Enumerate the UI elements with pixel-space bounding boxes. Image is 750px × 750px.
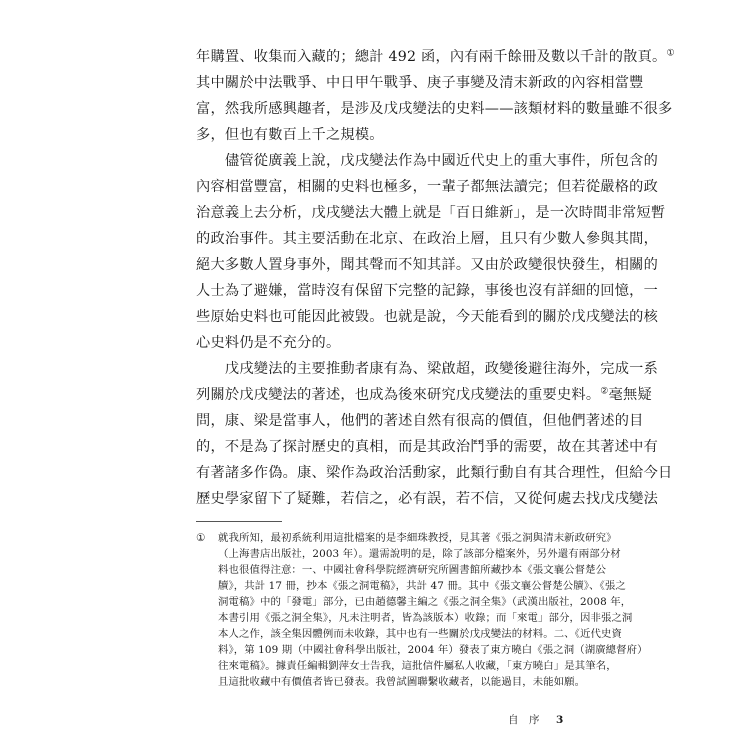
body-text-line: 些原始史料也可能因此被毀。也就是說，今天能看到的關於戊戌變法的核 bbox=[196, 309, 659, 325]
body-text-line: 人士為了避嫌，當時沒有保留下完整的記錄，事後也沒有詳細的回憶，一 bbox=[196, 283, 659, 299]
footnote-line: 牘》，共計 17 冊，抄本《張之洞電稿》，共計 47 冊。其中《張文襄公督楚公牘》、《張之 bbox=[218, 580, 626, 592]
body-text: 毫無疑 bbox=[608, 387, 652, 403]
footnote-ref-2[interactable]: ② bbox=[600, 386, 609, 397]
body-text-line: 多，但也有數百上千之規模。 bbox=[196, 127, 384, 143]
body-text-line bbox=[196, 47, 675, 67]
body-text-line: 儘管從廣義上說，戊戌變法作為中國近代史上的重大事件，所包含的 bbox=[196, 153, 659, 169]
body-text-line: 歷史學家留下了疑難，若信之，必有誤，若不信，又從何處去找戊戌變法 bbox=[196, 491, 659, 507]
footnote-line: （上海書店出版社，2003 年）。還需說明的是，除了該部分檔案外，另外還有兩部分材 bbox=[218, 548, 621, 560]
footnote-line: 料也很值得注意：一、中國社會科學院經濟研究所圖書館所藏抄本《張文襄公督楚公 bbox=[218, 564, 607, 576]
body-text-line: 戊戌變法的主要推動者康有為、梁啟超，政變後避往海外，完成一系 bbox=[196, 361, 659, 377]
body-text-line: 問，康、梁是當事人，他們的著述自然有很高的價值，但他們著述的目 bbox=[196, 413, 644, 429]
footnote-line: 本書引用《張之洞全集》，凡未注明者，皆為該版本）收錄；而「來電」部分，因非張之洞 bbox=[218, 612, 633, 624]
footnote-line: 往來電稿》。據責任編輯劉萍女士告我，這批信件屬私人收藏，「東方曉白」是其筆名， bbox=[218, 660, 617, 672]
page-number: 3 bbox=[556, 714, 564, 726]
running-footer-section: 自 序 bbox=[508, 714, 540, 726]
body-text-line: 富，然我所感興趣者，是涉及戊戌變法的史料——該類材料的數量雖不很多 bbox=[196, 101, 673, 117]
footnote-number-1: ① bbox=[196, 532, 206, 544]
body-text: 年購置、收集而入藏的；總計 492 函，內有兩千餘冊及數以千計的散頁。 bbox=[196, 49, 667, 65]
body-text-line: 的，不是為了探討歷史的真相，而是其政治鬥爭的需要，故在其著述中有 bbox=[196, 439, 659, 455]
body-text: 列關於戊戌變法的著述，也成為後來研究戊戌變法的重要史料。 bbox=[196, 387, 601, 403]
footnote-ref-1[interactable]: ① bbox=[666, 48, 675, 59]
footnote-line: 且這批收藏中有價值者皆已發表。我曾試圖聯繫收藏者，以能過目，未能如願。 bbox=[218, 676, 586, 688]
body-text-line: 的政治事件。其主要活動在北京、在政治上層，且只有少數人參與其間， bbox=[196, 231, 659, 247]
footnote-line: 就我所知，最初系統利用這批檔案的是李細珠教授，見其著《張之洞與清末新政研究》 bbox=[218, 532, 617, 544]
body-text-line bbox=[196, 385, 652, 405]
body-text-line: 內容相當豐富，相關的史料也極多，一輩子都無法讀完；但若從嚴格的政 bbox=[196, 179, 659, 195]
footnote-rule bbox=[196, 521, 282, 522]
body-text-line: 心史料仍是不充分的。 bbox=[196, 335, 341, 351]
body-text-line: 治意義上去分析，戊戌變法大體上就是「百日維新」，是一次時間非常短暫 bbox=[196, 205, 666, 221]
body-text-line: 其中關於中法戰爭、中日甲午戰爭、庚子事變及清末新政的內容相當豐 bbox=[196, 75, 644, 91]
footnote-line: 洞電稿》中的「發電」部分，已由趙德馨主編之《張之洞全集》（武漢出版社，2008 年， bbox=[218, 596, 632, 608]
footnote-line: 料》，第 109 期（中國社會科學出版社，2004 年）發表了東方曉白《張之洞（湖廣總督府） bbox=[218, 644, 648, 656]
body-text-line: 有著諸多作偽。康、梁作為政治活動家，此類行動自有其合理性，但給今日 bbox=[196, 465, 673, 481]
footnote-line: 本人之作，該全集因體例而未收錄，其中也有一些關於戊戌變法的材料。二、《近代史資 bbox=[218, 628, 622, 640]
body-text-line: 絕大多數人置身事外，聞其聲而不知其詳。又由於政變很快發生，相關的 bbox=[196, 257, 659, 273]
